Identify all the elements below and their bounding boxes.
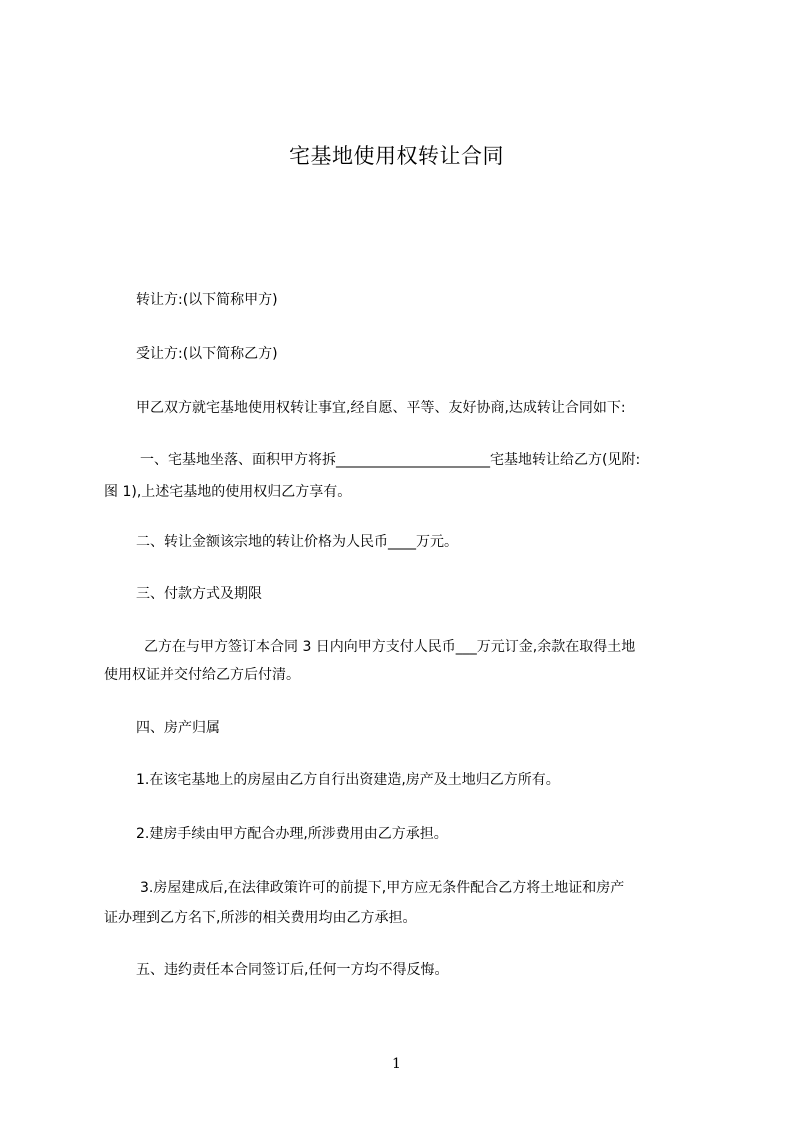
clause-1: [104, 448, 716, 504]
document-title: 宅基地使用权转让合同: [289, 144, 504, 168]
intro-paragraph: 甲乙双方就宅基地使用权转让事宜,经自愿、平等、友好协商,达成转让合同如下:: [136, 400, 626, 416]
clause-2: 二、转让金额该宗地的转让价格为人民币____万元。: [136, 534, 458, 550]
clause-5: 五、违约责任本合同签订后,任何一方均不得反悔。: [136, 962, 449, 978]
clause-3-body: [104, 635, 716, 687]
clause-1-line-1: 一、宅基地坐落、面积甲方将拆______________________宅基地转让给乙方(见附:: [140, 452, 641, 468]
clause-3-line-2: 使用权证并交付给乙方后付清。: [104, 667, 300, 683]
clause-4-item-3-line-1: 3.房屋建成后,在法律政策许可的前提下,甲方应无条件配合乙方将土地证和房产: [140, 880, 625, 896]
clause-4-heading: 四、房产归属: [136, 720, 220, 736]
page-number: 1: [392, 1056, 401, 1072]
clause-4-item-2: 2.建房手续由甲方配合办理,所涉费用由乙方承担。: [136, 826, 448, 842]
clause-4-item-1: 1.在该宅基地上的房屋由乙方自行出资建造,房产及土地归乙方所有。: [136, 772, 560, 788]
transferee-line: 受让方:(以下简称乙方): [136, 346, 278, 362]
clause-4-item-3-line-2: 证办理到乙方名下,所涉的相关费用均由乙方承担。: [104, 910, 417, 926]
clause-3-line-1: 乙方在与甲方签订本合同 3 日内向甲方支付人民币___万元订金,余款在取得土地: [144, 639, 636, 655]
clause-4-item-3: [104, 876, 716, 930]
clause-3-heading: 三、付款方式及期限: [136, 586, 262, 602]
transferor-line: 转让方:(以下简称甲方): [136, 292, 278, 308]
clause-1-line-2: 图 1),上述宅基地的使用权归乙方享有。: [104, 484, 352, 500]
